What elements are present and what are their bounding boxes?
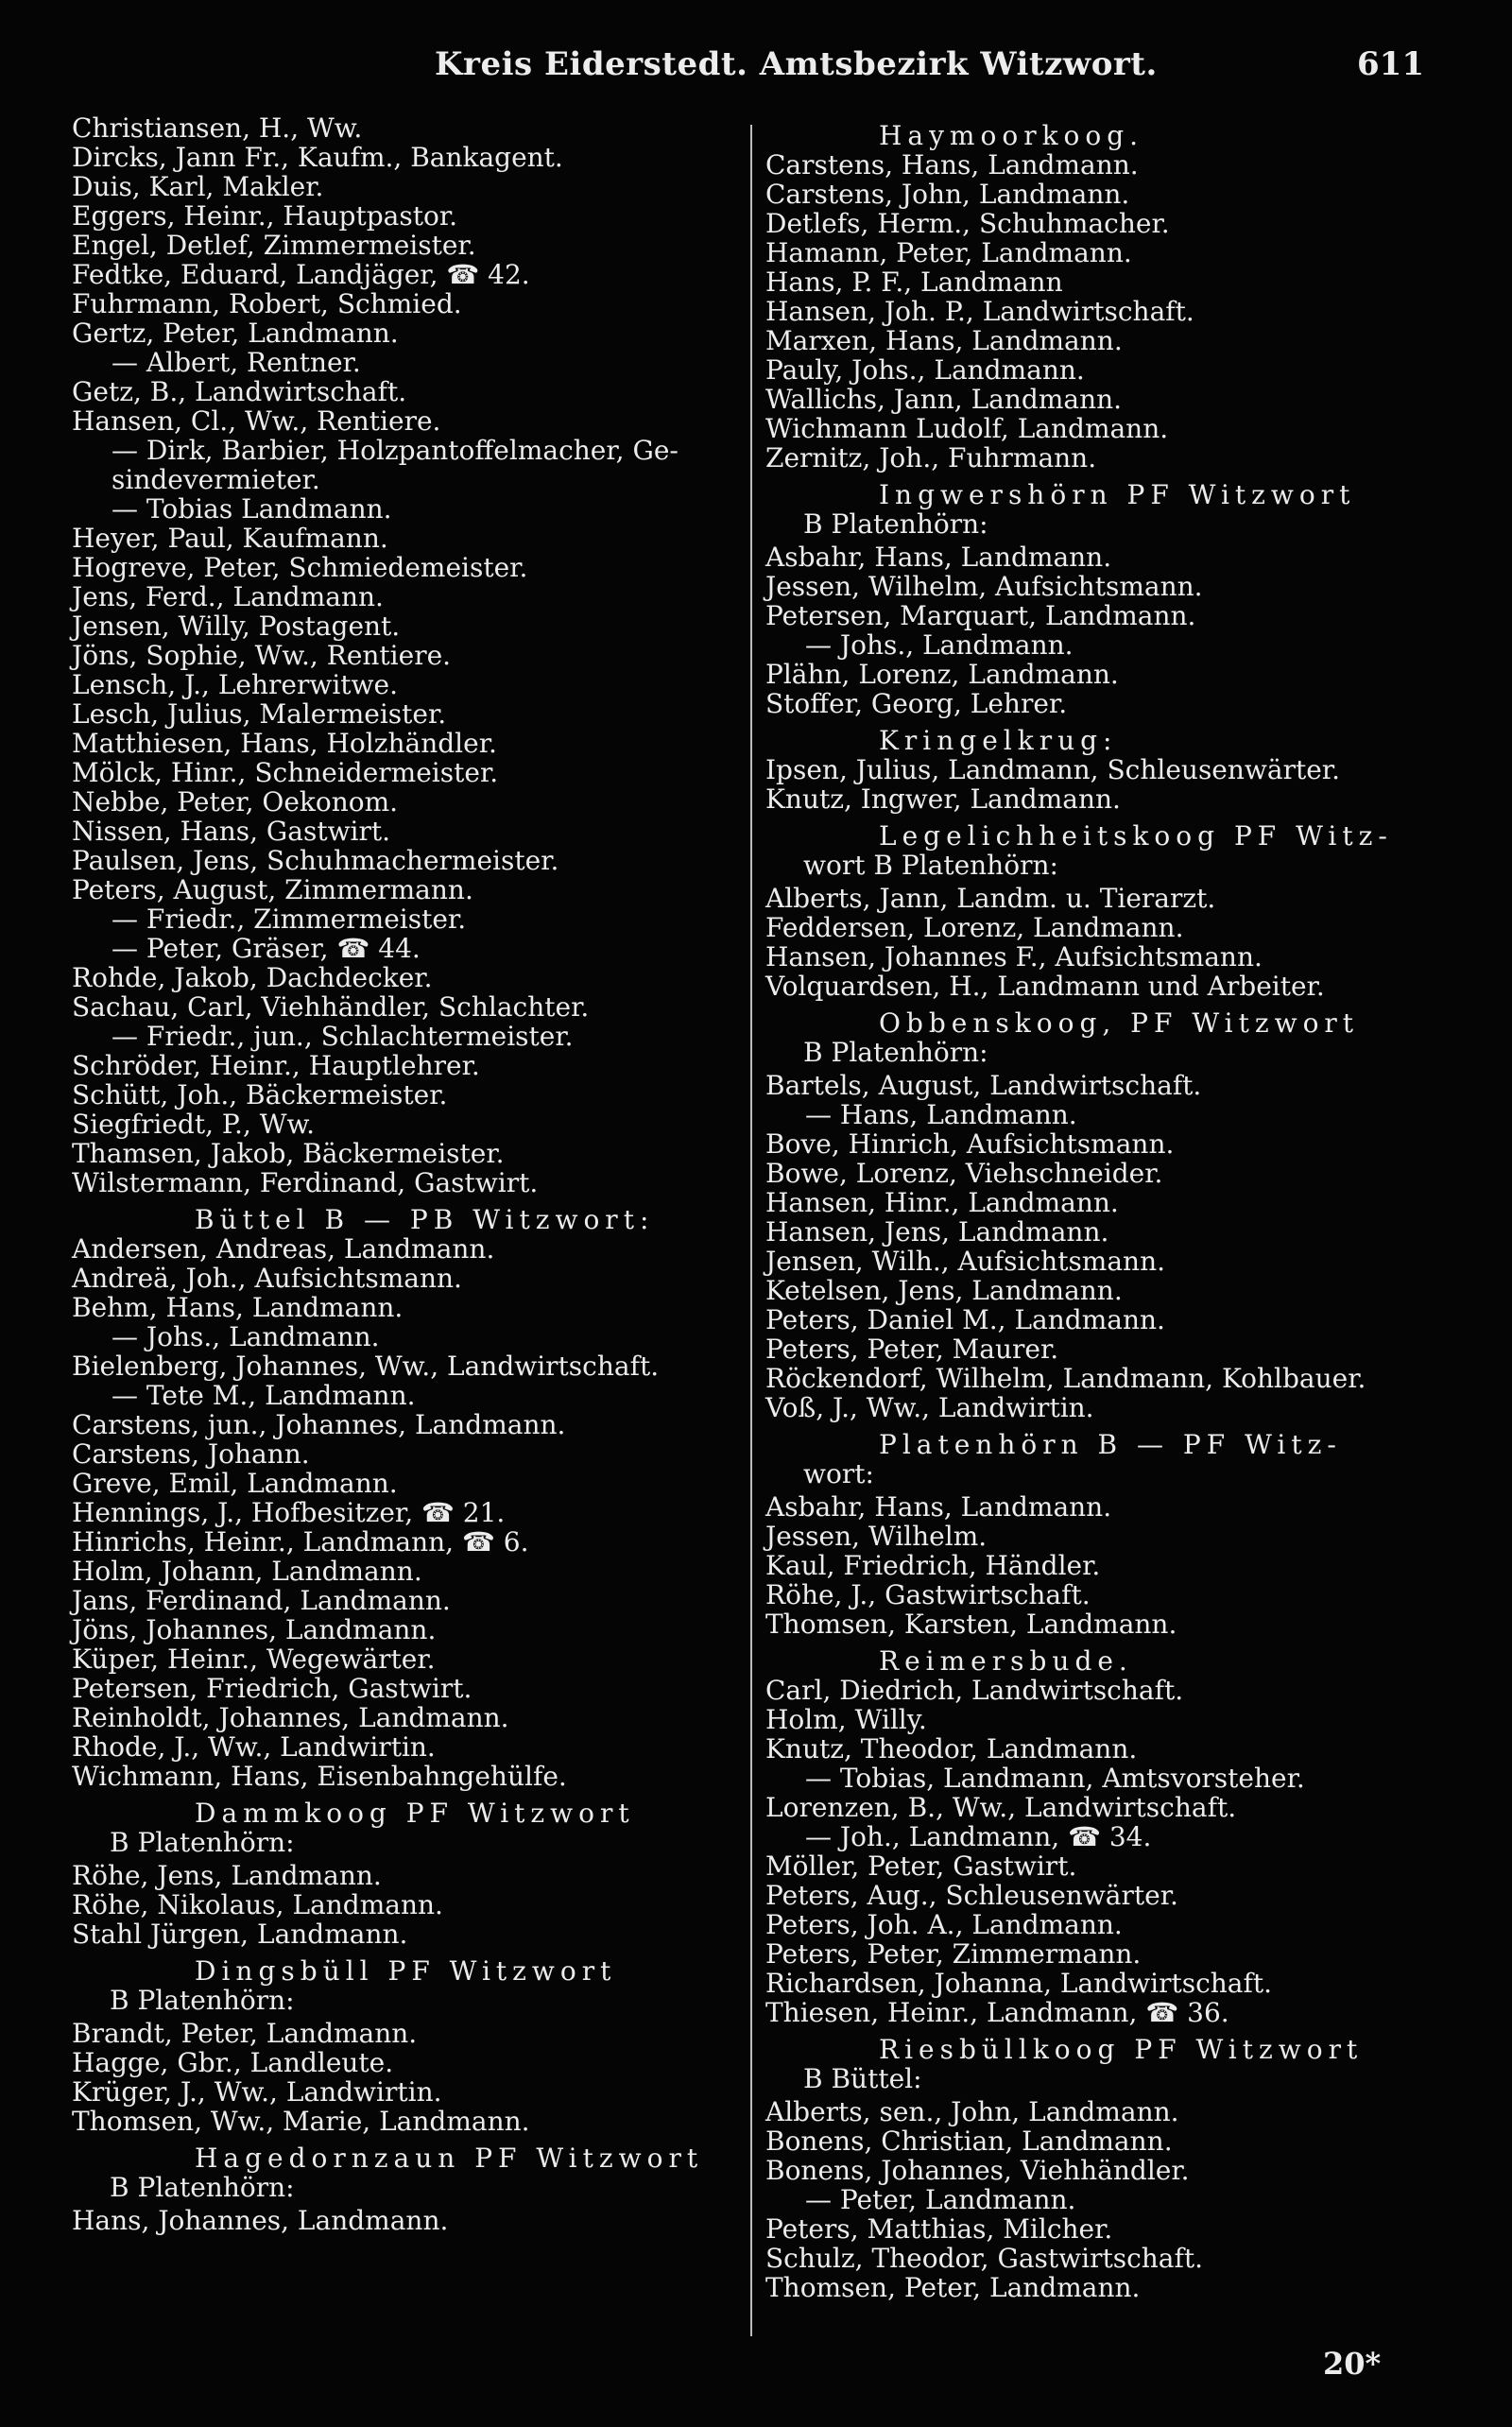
directory-entry: Marxen, Hans, Landmann. <box>765 325 1123 356</box>
directory-entry: Lensch, J., Lehrerwitwe. <box>72 669 398 700</box>
directory-entry: Rohde, Jakob, Dachdecker. <box>72 962 433 993</box>
directory-entry: Hansen, Cl., Ww., Rentiere. <box>72 405 441 437</box>
directory-entry: Carstens, John, Landmann. <box>765 179 1130 210</box>
directory-entry: Röhe, Nikolaus, Landmann. <box>72 1889 443 1920</box>
directory-entry: Fuhrmann, Robert, Schmied. <box>72 288 462 319</box>
section-subheading: B Platenhörn: <box>110 2172 295 2203</box>
directory-entry: Lorenzen, B., Ww., Landwirtschaft. <box>765 1792 1237 1823</box>
directory-entry: Brandt, Peter, Landmann. <box>72 2018 418 2049</box>
directory-entry: Plähn, Lorenz, Landmann. <box>765 659 1119 690</box>
directory-entry: Asbahr, Hans, Landmann. <box>765 1491 1112 1523</box>
section-heading: Obbenskoog, PF Witzwort <box>879 1007 1360 1039</box>
directory-entry: Sachau, Carl, Viehhändler, Schlachter. <box>72 991 590 1023</box>
directory-entry: Holm, Willy. <box>765 1704 927 1735</box>
directory-entry: Jöns, Sophie, Ww., Rentiere. <box>72 640 452 671</box>
running-head: Kreis Eiderstedt. Amtsbezirk Witzwort. <box>435 45 1158 83</box>
directory-entry: Paulsen, Jens, Schuhmachermeister. <box>72 845 559 876</box>
directory-entry-continuation: — Tobias Landmann. <box>112 493 392 525</box>
section-subheading: B Büttel: <box>803 2063 922 2094</box>
directory-entry: Behm, Hans, Landmann. <box>72 1292 404 1323</box>
directory-entry: Jensen, Wilh., Aufsichtsmann. <box>765 1246 1166 1277</box>
directory-entry: Richardsen, Johanna, Landwirtschaft. <box>765 1968 1272 1999</box>
directory-entry: Reinholdt, Johannes, Landmann. <box>72 1702 509 1733</box>
section-heading: Dingsbüll PF Witzwort <box>195 1955 617 1987</box>
directory-entry-continuation: — Albert, Rentner. <box>112 347 361 378</box>
directory-entry-continuation: — Johs., Landmann. <box>112 1321 380 1352</box>
page-number: 611 <box>1357 45 1424 83</box>
directory-entry: Thomsen, Peter, Landmann. <box>765 2272 1141 2303</box>
directory-entry: Engel, Detlef, Zimmermeister. <box>72 230 476 261</box>
directory-entry: Bielenberg, Johannes, Ww., Landwirtschaft. <box>72 1351 660 1382</box>
directory-entry: Nissen, Hans, Gastwirt. <box>72 816 391 847</box>
directory-entry: Asbahr, Hans, Landmann. <box>765 542 1112 573</box>
directory-entry: Wichmann, Hans, Eisenbahngehülfe. <box>72 1761 567 1792</box>
directory-entry: Röckendorf, Wilhelm, Landmann, Kohlbauer. <box>765 1363 1366 1394</box>
directory-entry: Ketelsen, Jens, Landmann. <box>765 1275 1123 1306</box>
directory-entry: Krüger, J., Ww., Landwirtin. <box>72 2076 442 2108</box>
directory-entry: Nebbe, Peter, Oekonom. <box>72 786 399 818</box>
directory-entry: Gertz, Peter, Landmann. <box>72 318 399 349</box>
directory-entry: Jessen, Wilhelm. <box>765 1521 988 1552</box>
directory-entry: Peters, August, Zimmermann. <box>72 874 473 905</box>
directory-entry: Hansen, Jens, Landmann. <box>765 1216 1109 1248</box>
directory-entry: Hans, P. F., Landmann <box>765 267 1063 298</box>
directory-entry: Hansen, Johannes F., Aufsichtsmann. <box>765 941 1263 973</box>
directory-entry: Hogreve, Peter, Schmiedemeister. <box>72 552 528 583</box>
section-heading: Hagedornzaun PF Witzwort <box>195 2143 704 2174</box>
directory-entry: Hinrichs, Heinr., Landmann, ☎ 6. <box>72 1526 529 1558</box>
directory-entry: Wallichs, Jann, Landmann. <box>765 384 1123 415</box>
directory-entry: Peters, Aug., Schleusenwärter. <box>765 1880 1178 1911</box>
directory-entry: Thomsen, Ww., Marie, Landmann. <box>72 2106 530 2137</box>
column-divider <box>750 125 752 2336</box>
left-column <box>72 113 733 2235</box>
directory-entry: Bove, Hinrich, Aufsichtsmann. <box>765 1128 1175 1160</box>
directory-entry: Hansen, Joh. P., Landwirtschaft. <box>765 296 1194 327</box>
directory-entry: Peters, Peter, Maurer. <box>765 1334 1059 1365</box>
directory-entry: Detlefs, Herm., Schuhmacher. <box>765 208 1170 239</box>
directory-entry: Dircks, Jann Fr., Kaufm., Bankagent. <box>72 142 563 173</box>
directory-entry-continuation: — Dirk, Barbier, Holzpantoffelmacher, Ge- <box>112 435 679 466</box>
directory-entry: Jessen, Wilhelm, Aufsichtsmann. <box>765 571 1203 602</box>
directory-entry: Jans, Ferdinand, Landmann. <box>72 1585 451 1616</box>
directory-entry: Andersen, Andreas, Landmann. <box>72 1233 495 1265</box>
section-heading: Dammkoog PF Witzwort <box>195 1798 635 1829</box>
directory-entry: Stahl Jürgen, Landmann. <box>72 1919 408 1950</box>
directory-entry: Knutz, Theodor, Landmann. <box>765 1733 1138 1764</box>
page-header <box>0 45 1512 93</box>
directory-entry: Hansen, Hinr., Landmann. <box>765 1187 1119 1218</box>
directory-entry: Mölck, Hinr., Schneidermeister. <box>72 757 499 788</box>
directory-entry: Rhode, J., Ww., Landwirtin. <box>72 1731 436 1763</box>
directory-entry: Peters, Matthias, Milcher. <box>765 2213 1113 2245</box>
directory-entry: Alberts, Jann, Landm. u. Tierarzt. <box>765 883 1216 914</box>
directory-entry: Thiesen, Heinr., Landmann, ☎ 36. <box>765 1997 1229 2028</box>
directory-entry: Schütt, Joh., Bäckermeister. <box>72 1079 448 1110</box>
directory-entry: Petersen, Marquart, Landmann. <box>765 600 1196 631</box>
section-subheading: B Platenhörn: <box>110 1985 295 2016</box>
directory-entry: Bonens, Christian, Landmann. <box>765 2126 1173 2157</box>
signature-mark: 20* <box>1323 2346 1382 2382</box>
section-heading: Kringelkrug: <box>879 725 1118 756</box>
directory-entry-continuation: — Tete M., Landmann. <box>112 1380 416 1411</box>
directory-entry: Möller, Peter, Gastwirt. <box>765 1850 1077 1882</box>
directory-entry: Siegfriedt, P., Ww. <box>72 1109 316 1140</box>
right-column <box>765 113 1427 2302</box>
directory-entry: Christiansen, H., Ww. <box>72 112 363 144</box>
section-subheading: B Platenhörn: <box>803 1037 988 1068</box>
directory-entry: Hans, Johannes, Landmann. <box>72 2205 449 2236</box>
directory-entry: Wichmann Ludolf, Landmann. <box>765 413 1169 444</box>
directory-entry: Eggers, Heinr., Hauptpastor. <box>72 200 458 232</box>
directory-entry: Stoffer, Georg, Lehrer. <box>765 688 1068 719</box>
section-heading: Ingwershörn PF Witzwort <box>879 479 1356 510</box>
section-heading: Reimersbude. <box>879 1645 1133 1677</box>
directory-entry: Röhe, Jens, Landmann. <box>72 1860 382 1891</box>
directory-entry: Bonens, Johannes, Viehhändler. <box>765 2155 1190 2186</box>
directory-entry: Küper, Heinr., Wegewärter. <box>72 1644 436 1675</box>
directory-entry: Bowe, Lorenz, Viehschneider. <box>765 1158 1163 1189</box>
directory-entry: Fedtke, Eduard, Landjäger, ☎ 42. <box>72 259 530 290</box>
section-heading: Platenhörn B — PF Witz- <box>879 1429 1342 1460</box>
directory-entry: Wilstermann, Ferdinand, Gastwirt. <box>72 1167 539 1198</box>
directory-entry-continuation: — Hans, Landmann. <box>805 1099 1077 1130</box>
directory-entry: Pauly, Johs., Landmann. <box>765 354 1085 386</box>
directory-entry: Andreä, Joh., Aufsichtsmann. <box>72 1263 462 1294</box>
directory-entry: Greve, Emil, Landmann. <box>72 1468 398 1499</box>
directory-entry: Kaul, Friedrich, Händler. <box>765 1550 1101 1581</box>
directory-entry-continuation: — Peter, Landmann. <box>805 2184 1076 2215</box>
section-heading: Haymoorkoog. <box>879 120 1144 151</box>
directory-entry: Thomsen, Karsten, Landmann. <box>765 1609 1177 1640</box>
directory-entry: Jöns, Johannes, Landmann. <box>72 1614 437 1645</box>
directory-entry: Schröder, Heinr., Hauptlehrer. <box>72 1050 480 1081</box>
directory-entry: Petersen, Friedrich, Gastwirt. <box>72 1673 472 1704</box>
directory-entry: Hamann, Peter, Landmann. <box>765 237 1132 268</box>
directory-entry: Röhe, J., Gastwirtschaft. <box>765 1579 1091 1610</box>
section-heading: Büttel B — PB Witzwort: <box>195 1204 655 1235</box>
directory-entry: Lesch, Julius, Malermeister. <box>72 698 447 730</box>
directory-entry-continuation: — Peter, Gräser, ☎ 44. <box>112 933 421 964</box>
directory-entry: Hennings, J., Hofbesitzer, ☎ 21. <box>72 1497 506 1528</box>
directory-entry: Volquardsen, H., Landmann und Arbeiter. <box>765 971 1325 1002</box>
directory-entry: Hagge, Gbr., Landleute. <box>72 2047 394 2078</box>
section-subheading: B Platenhörn: <box>110 1827 295 1858</box>
section-subheading: B Platenhörn: <box>803 508 988 540</box>
section-subheading: wort: <box>803 1458 874 1489</box>
directory-entry-continuation: — Tobias, Landmann, Amtsvorsteher. <box>805 1763 1305 1794</box>
directory-entry: Carstens, Johann. <box>72 1438 310 1470</box>
directory-entry: Carl, Diedrich, Landwirtschaft. <box>765 1675 1184 1706</box>
directory-entry: Duis, Karl, Makler. <box>72 171 324 202</box>
directory-entry: Peters, Joh. A., Landmann. <box>765 1909 1123 1940</box>
directory-entry: Holm, Johann, Landmann. <box>72 1556 422 1587</box>
directory-entry: Zernitz, Joh., Fuhrmann. <box>765 442 1097 473</box>
directory-entry-continuation: — Friedr., Zimmermeister. <box>112 904 467 935</box>
directory-entry: Alberts, sen., John, Landmann. <box>765 2096 1179 2127</box>
directory-entry: Jensen, Willy, Postagent. <box>72 611 401 642</box>
directory-entry: Peters, Daniel M., Landmann. <box>765 1304 1165 1335</box>
directory-entry: Peters, Peter, Zimmermann. <box>765 1938 1142 1970</box>
directory-entry-continuation: — Joh., Landmann, ☎ 34. <box>805 1821 1152 1852</box>
directory-entry-continuation: — Johs., Landmann. <box>805 629 1074 661</box>
directory-entry: Schulz, Theodor, Gastwirtschaft. <box>765 2243 1203 2274</box>
directory-entry: Ipsen, Julius, Landmann, Schleusenwärter. <box>765 754 1340 785</box>
directory-entry-continuation: — Friedr., jun., Schlachtermeister. <box>112 1021 574 1052</box>
directory-entry: Jens, Ferd., Landmann. <box>72 581 384 612</box>
directory-entry: Heyer, Paul, Kaufmann. <box>72 523 388 554</box>
directory-entry: Carstens, jun., Johannes, Landmann. <box>72 1409 566 1440</box>
directory-entry: Thamsen, Jakob, Bäckermeister. <box>72 1138 505 1169</box>
directory-entry-continuation: sindevermieter. <box>112 464 320 495</box>
section-heading: Legelichheitskoog PF Witz- <box>879 820 1393 852</box>
section-heading: Riesbüllkoog PF Witzwort <box>879 2034 1364 2065</box>
directory-entry: Matthiesen, Hans, Holzhändler. <box>72 728 497 759</box>
directory-entry: Carstens, Hans, Landmann. <box>765 149 1139 181</box>
directory-entry: Knutz, Ingwer, Landmann. <box>765 783 1121 815</box>
section-subheading: wort B Platenhörn: <box>803 850 1058 881</box>
directory-entry: Bartels, August, Landwirtschaft. <box>765 1070 1202 1101</box>
directory-entry: Feddersen, Lorenz, Landmann. <box>765 912 1184 943</box>
directory-entry: Getz, B., Landwirtschaft. <box>72 376 407 407</box>
directory-entry: Voß, J., Ww., Landwirtin. <box>765 1392 1094 1423</box>
